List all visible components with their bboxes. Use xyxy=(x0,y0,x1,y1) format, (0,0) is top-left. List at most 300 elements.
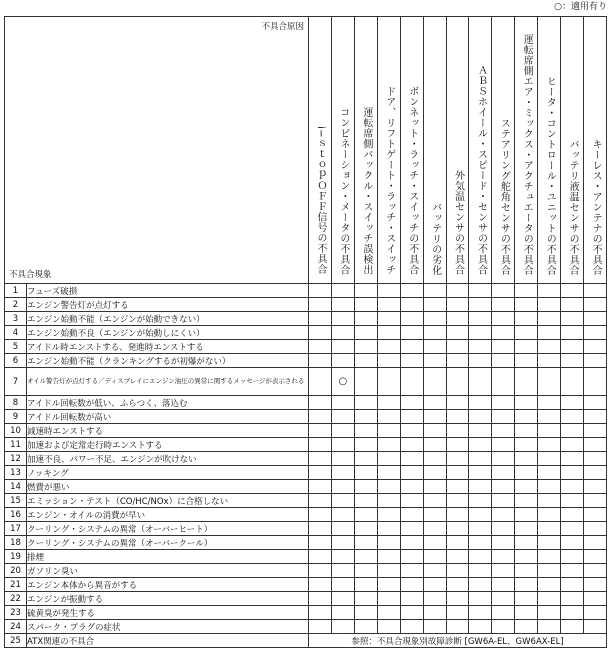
matrix-cell xyxy=(331,410,354,424)
matrix-cell xyxy=(354,536,377,550)
matrix-cell xyxy=(469,284,492,298)
matrix-cell xyxy=(538,564,561,578)
table-row xyxy=(5,606,607,620)
matrix-cell xyxy=(561,396,584,410)
matrix-cell xyxy=(561,620,584,634)
column-header xyxy=(331,17,354,284)
cause-label: 不具合原因 xyxy=(261,22,304,32)
row-phenomenon: フューズ破損 xyxy=(27,284,309,298)
column-header xyxy=(423,17,446,284)
matrix-cell xyxy=(400,284,423,298)
matrix-cell xyxy=(309,452,332,466)
matrix-cell xyxy=(515,424,538,438)
matrix-cell xyxy=(377,606,400,620)
matrix-cell xyxy=(354,480,377,494)
column-label: i−ｓｔｏｐＯＦＦ信号の不具合 xyxy=(315,126,326,275)
matrix-cell xyxy=(446,522,469,536)
matrix-cell xyxy=(561,564,584,578)
matrix-cell xyxy=(561,326,584,340)
row-phenomenon: クーリング・システムの異常（オーバーヒート） xyxy=(27,522,309,536)
matrix-cell xyxy=(331,522,354,536)
matrix-cell xyxy=(561,438,584,452)
matrix-cell xyxy=(377,620,400,634)
matrix-cell xyxy=(492,620,515,634)
matrix-cell xyxy=(469,494,492,508)
row-phenomenon: エンジン警告灯が点灯する xyxy=(27,298,309,312)
matrix-cell xyxy=(538,298,561,312)
matrix-cell xyxy=(469,452,492,466)
table-row xyxy=(5,368,607,396)
matrix-cell xyxy=(584,438,607,452)
matrix-cell xyxy=(492,564,515,578)
matrix-cell xyxy=(515,368,538,396)
matrix-cell xyxy=(584,592,607,606)
row-phenomenon: エンジンが振動する xyxy=(27,592,309,606)
matrix-cell xyxy=(423,466,446,480)
matrix-cell xyxy=(423,536,446,550)
matrix-cell xyxy=(584,494,607,508)
matrix-body xyxy=(5,284,607,634)
matrix-cell xyxy=(400,354,423,368)
matrix-cell xyxy=(561,494,584,508)
row-number: 20 xyxy=(5,564,27,578)
column-header xyxy=(377,17,400,284)
row-number: 19 xyxy=(5,550,27,564)
matrix-cell xyxy=(492,606,515,620)
matrix-cell xyxy=(561,522,584,536)
matrix-cell xyxy=(331,354,354,368)
table-row xyxy=(5,340,607,354)
matrix-cell xyxy=(309,620,332,634)
matrix-cell xyxy=(400,312,423,326)
matrix-cell xyxy=(584,368,607,396)
matrix-cell xyxy=(331,508,354,522)
matrix-cell xyxy=(309,606,332,620)
matrix-cell xyxy=(309,466,332,480)
matrix-cell xyxy=(538,410,561,424)
matrix-cell xyxy=(377,508,400,522)
row-number: 6 xyxy=(5,354,27,368)
matrix-cell xyxy=(469,438,492,452)
matrix-cell xyxy=(561,298,584,312)
matrix-cell xyxy=(331,578,354,592)
matrix-cell xyxy=(354,592,377,606)
row-number: 17 xyxy=(5,522,27,536)
matrix-cell xyxy=(309,354,332,368)
matrix-cell xyxy=(446,438,469,452)
matrix-cell xyxy=(446,410,469,424)
matrix-cell xyxy=(469,354,492,368)
matrix-cell xyxy=(377,438,400,452)
matrix-cell xyxy=(561,340,584,354)
matrix-cell xyxy=(354,578,377,592)
matrix-cell xyxy=(331,480,354,494)
row-phenomenon: 加速不良、パワー不足、エンジンが吹けない xyxy=(27,452,309,466)
matrix-cell xyxy=(377,410,400,424)
matrix-cell xyxy=(538,550,561,564)
matrix-cell xyxy=(423,578,446,592)
matrix-cell xyxy=(309,592,332,606)
matrix-cell xyxy=(538,340,561,354)
matrix-cell xyxy=(446,564,469,578)
table-row xyxy=(5,396,607,410)
matrix-cell xyxy=(538,494,561,508)
matrix-cell xyxy=(538,578,561,592)
matrix-cell xyxy=(354,326,377,340)
matrix-cell xyxy=(377,396,400,410)
matrix-cell xyxy=(538,620,561,634)
matrix-cell xyxy=(400,452,423,466)
matrix-cell xyxy=(515,354,538,368)
matrix-cell xyxy=(377,424,400,438)
matrix-cell xyxy=(538,368,561,396)
table-row xyxy=(5,452,607,466)
matrix-cell xyxy=(538,452,561,466)
row-phenomenon: 加速および定常走行時エンストする xyxy=(27,438,309,452)
matrix-cell xyxy=(331,466,354,480)
matrix-cell xyxy=(469,466,492,480)
matrix-cell xyxy=(377,522,400,536)
table-row xyxy=(5,634,607,648)
matrix-cell xyxy=(400,340,423,354)
table-row xyxy=(5,522,607,536)
matrix-cell xyxy=(446,592,469,606)
matrix-cell xyxy=(492,396,515,410)
symptom-cause-matrix xyxy=(4,16,607,648)
matrix-cell xyxy=(469,564,492,578)
matrix-cell xyxy=(515,326,538,340)
matrix-cell xyxy=(561,606,584,620)
matrix-cell xyxy=(561,592,584,606)
matrix-cell xyxy=(515,564,538,578)
matrix-cell xyxy=(492,508,515,522)
matrix-cell xyxy=(331,424,354,438)
matrix-cell xyxy=(331,606,354,620)
column-label: 外気温センサの不具合 xyxy=(452,170,464,275)
column-label: バッテリの劣化 xyxy=(429,201,441,275)
matrix-cell xyxy=(561,452,584,466)
matrix-cell xyxy=(309,424,332,438)
row-phenomenon: エンジン始動不良（エンジンが始動しにくい） xyxy=(27,326,309,340)
matrix-cell xyxy=(309,522,332,536)
matrix-cell xyxy=(584,340,607,354)
matrix-cell xyxy=(446,368,469,396)
matrix-cell xyxy=(423,564,446,578)
matrix-cell xyxy=(331,298,354,312)
row-number: 5 xyxy=(5,340,27,354)
matrix-cell xyxy=(584,508,607,522)
matrix-cell xyxy=(538,284,561,298)
row-number: 21 xyxy=(5,578,27,592)
matrix-cell xyxy=(515,298,538,312)
matrix-cell xyxy=(377,312,400,326)
matrix-cell xyxy=(309,508,332,522)
matrix-cell xyxy=(538,536,561,550)
row-number: 25 xyxy=(5,634,27,648)
matrix-cell xyxy=(400,550,423,564)
matrix-cell xyxy=(469,606,492,620)
matrix-cell xyxy=(309,550,332,564)
matrix-cell xyxy=(584,606,607,620)
matrix-cell xyxy=(584,578,607,592)
matrix-cell xyxy=(469,340,492,354)
column-header xyxy=(309,17,332,284)
matrix-cell xyxy=(309,578,332,592)
matrix-cell xyxy=(423,424,446,438)
matrix-cell xyxy=(515,312,538,326)
row-phenomenon: エンジン始動不能（クランキングするが初爆がない） xyxy=(27,354,309,368)
matrix-cell xyxy=(309,396,332,410)
table-row xyxy=(5,480,607,494)
matrix-cell xyxy=(423,494,446,508)
matrix-cell xyxy=(584,522,607,536)
matrix-cell xyxy=(331,564,354,578)
matrix-cell xyxy=(377,536,400,550)
column-header xyxy=(584,17,607,284)
matrix-cell xyxy=(377,326,400,340)
row-number: 8 xyxy=(5,396,27,410)
matrix-cell xyxy=(492,410,515,424)
column-label: バッテリ液温センサの不具合 xyxy=(567,138,579,275)
matrix-cell xyxy=(377,578,400,592)
matrix-cell xyxy=(469,550,492,564)
matrix-cell xyxy=(492,578,515,592)
matrix-cell xyxy=(492,480,515,494)
matrix-cell xyxy=(309,284,332,298)
table-row xyxy=(5,354,607,368)
matrix-cell xyxy=(561,424,584,438)
matrix-cell xyxy=(423,592,446,606)
matrix-cell xyxy=(331,396,354,410)
matrix-cell xyxy=(492,312,515,326)
matrix-cell xyxy=(400,592,423,606)
phenomenon-label: 不具合現象 xyxy=(9,270,52,280)
matrix-cell xyxy=(515,438,538,452)
table-row xyxy=(5,620,607,634)
row-phenomenon: エンジン・オイルの消費が早い xyxy=(27,508,309,522)
matrix-cell xyxy=(446,452,469,466)
matrix-cell xyxy=(309,494,332,508)
matrix-cell xyxy=(446,340,469,354)
matrix-cell xyxy=(423,410,446,424)
table-row xyxy=(5,494,607,508)
matrix-cell xyxy=(354,466,377,480)
matrix-cell xyxy=(354,438,377,452)
matrix-cell xyxy=(538,466,561,480)
matrix-cell xyxy=(354,312,377,326)
row-number: 24 xyxy=(5,620,27,634)
matrix-cell xyxy=(538,424,561,438)
table-row xyxy=(5,466,607,480)
row-phenomenon: エミッション・テスト（CO/HC/NOx）に合格しない xyxy=(27,494,309,508)
row-phenomenon: 硫黄臭が発生する xyxy=(27,606,309,620)
matrix-cell xyxy=(446,494,469,508)
matrix-cell xyxy=(400,494,423,508)
table-row xyxy=(5,578,607,592)
matrix-cell xyxy=(492,354,515,368)
matrix-cell xyxy=(331,536,354,550)
row-phenomenon: アイドル時エンストする、発進時エンストする xyxy=(27,340,309,354)
matrix-cell xyxy=(331,326,354,340)
matrix-cell xyxy=(538,522,561,536)
matrix-cell xyxy=(584,564,607,578)
matrix-cell xyxy=(423,298,446,312)
row-phenomenon: ノッキング xyxy=(27,466,309,480)
matrix-cell xyxy=(561,368,584,396)
matrix-cell xyxy=(400,368,423,396)
matrix-cell xyxy=(354,424,377,438)
matrix-cell xyxy=(354,284,377,298)
matrix-cell xyxy=(354,620,377,634)
matrix-cell xyxy=(561,410,584,424)
matrix-cell xyxy=(515,592,538,606)
matrix-cell xyxy=(538,606,561,620)
column-header xyxy=(354,17,377,284)
matrix-cell xyxy=(492,340,515,354)
matrix-cell xyxy=(561,466,584,480)
column-header xyxy=(469,17,492,284)
matrix-cell xyxy=(469,312,492,326)
matrix-cell xyxy=(400,326,423,340)
matrix-cell xyxy=(377,340,400,354)
row-number: 10 xyxy=(5,424,27,438)
matrix-cell xyxy=(446,396,469,410)
matrix-cell xyxy=(377,368,400,396)
matrix-cell xyxy=(354,606,377,620)
matrix-cell xyxy=(469,508,492,522)
column-label: キーレス・アンテナの不具合 xyxy=(590,138,602,275)
matrix-cell xyxy=(469,424,492,438)
matrix-cell xyxy=(400,522,423,536)
matrix-cell xyxy=(561,578,584,592)
matrix-cell xyxy=(538,326,561,340)
matrix-cell xyxy=(469,578,492,592)
matrix-cell xyxy=(377,452,400,466)
matrix-cell xyxy=(584,536,607,550)
column-header xyxy=(538,17,561,284)
matrix-cell xyxy=(469,480,492,494)
matrix-cell xyxy=(331,592,354,606)
matrix-cell xyxy=(400,424,423,438)
matrix-cell xyxy=(492,452,515,466)
matrix-cell xyxy=(446,298,469,312)
matrix-cell xyxy=(515,410,538,424)
matrix-cell xyxy=(309,326,332,340)
matrix-cell xyxy=(377,284,400,298)
matrix-cell xyxy=(377,466,400,480)
matrix-cell xyxy=(400,578,423,592)
matrix-cell xyxy=(400,606,423,620)
matrix-cell xyxy=(354,550,377,564)
matrix-cell xyxy=(423,620,446,634)
matrix-cell xyxy=(584,354,607,368)
matrix-cell xyxy=(446,326,469,340)
matrix-cell xyxy=(584,620,607,634)
matrix-cell xyxy=(423,284,446,298)
table-row xyxy=(5,410,607,424)
matrix-cell xyxy=(584,410,607,424)
matrix-cell xyxy=(423,312,446,326)
matrix-cell xyxy=(423,340,446,354)
matrix-cell xyxy=(446,466,469,480)
matrix-cell xyxy=(492,368,515,396)
matrix-cell xyxy=(584,284,607,298)
matrix-cell xyxy=(538,438,561,452)
matrix-cell xyxy=(469,522,492,536)
matrix-cell xyxy=(423,480,446,494)
row-phenomenon: エンジン本体から異音がする xyxy=(27,578,309,592)
matrix-cell xyxy=(354,452,377,466)
matrix-cell xyxy=(538,480,561,494)
matrix-cell xyxy=(492,494,515,508)
matrix-cell xyxy=(584,466,607,480)
matrix-cell xyxy=(515,466,538,480)
matrix-cell xyxy=(584,480,607,494)
matrix-cell xyxy=(515,606,538,620)
matrix-cell xyxy=(354,368,377,396)
matrix-cell xyxy=(515,452,538,466)
row-phenomenon: ATX関連の不具合 xyxy=(27,634,309,648)
row-number: 16 xyxy=(5,508,27,522)
matrix-cell xyxy=(331,284,354,298)
column-header xyxy=(561,17,584,284)
matrix-cell xyxy=(584,312,607,326)
matrix-cell xyxy=(400,536,423,550)
matrix-cell xyxy=(377,354,400,368)
row-phenomenon: アイドル回転数が高い xyxy=(27,410,309,424)
matrix-cell xyxy=(515,396,538,410)
table-row xyxy=(5,508,607,522)
matrix-cell xyxy=(446,312,469,326)
matrix-cell xyxy=(446,578,469,592)
matrix-cell xyxy=(309,410,332,424)
matrix-cell xyxy=(400,396,423,410)
row-number: 23 xyxy=(5,606,27,620)
matrix-cell xyxy=(538,508,561,522)
corner-header xyxy=(5,17,309,284)
matrix-cell xyxy=(354,396,377,410)
row-phenomenon: 減速時エンストする xyxy=(27,424,309,438)
row-number: 13 xyxy=(5,466,27,480)
matrix-cell xyxy=(309,298,332,312)
row-number: 12 xyxy=(5,452,27,466)
header-row xyxy=(5,17,607,284)
matrix-cell xyxy=(423,522,446,536)
matrix-cell xyxy=(469,620,492,634)
row-number: 22 xyxy=(5,592,27,606)
matrix-cell xyxy=(492,592,515,606)
row-phenomenon: アイドル回転数が低い、ふらつく、落込む xyxy=(27,396,309,410)
column-header xyxy=(446,17,469,284)
matrix-cell xyxy=(423,368,446,396)
column-label: ＡＢＳホイール・スピード・センサの不具合 xyxy=(475,65,487,275)
column-header xyxy=(492,17,515,284)
matrix-cell xyxy=(354,298,377,312)
row-number: 18 xyxy=(5,536,27,550)
matrix-cell xyxy=(377,480,400,494)
matrix-cell xyxy=(469,592,492,606)
matrix-cell xyxy=(400,438,423,452)
matrix-cell xyxy=(354,410,377,424)
matrix-cell xyxy=(538,354,561,368)
matrix-cell xyxy=(331,550,354,564)
row-phenomenon: オイル警告灯が点灯する／ディスプレイにエンジン油圧の異常に関するメッセージが表示される xyxy=(27,368,309,396)
matrix-cell xyxy=(309,480,332,494)
matrix-cell xyxy=(584,452,607,466)
matrix-cell xyxy=(515,494,538,508)
matrix-cell xyxy=(377,550,400,564)
table-row xyxy=(5,550,607,564)
